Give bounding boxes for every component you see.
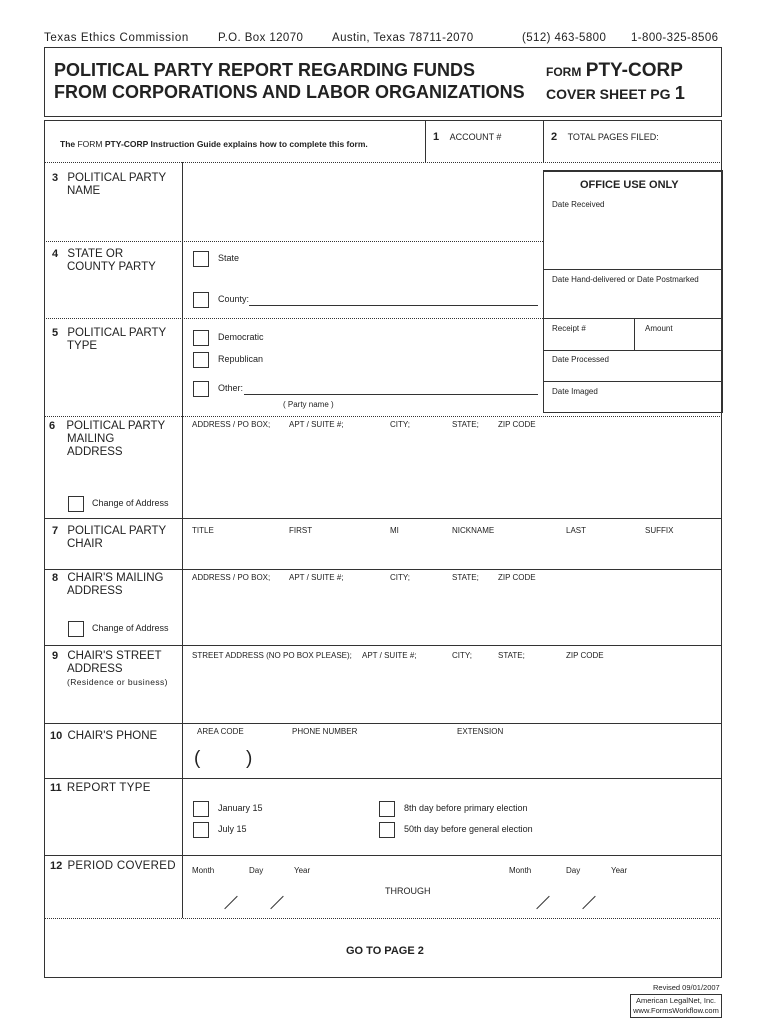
other-label: Other: <box>218 383 244 393</box>
extension-label: EXTENSION <box>457 727 504 736</box>
street-city-col: CITY; <box>452 651 472 660</box>
section-5-label2: TYPE <box>67 340 98 352</box>
divider-s9 <box>44 723 722 724</box>
county-input[interactable] <box>249 305 538 306</box>
form-prefix: FORM <box>546 65 582 79</box>
receipt-divider <box>634 318 635 350</box>
area-code-close-paren: ) <box>246 748 253 769</box>
primary-label: 8th day before primary election <box>404 803 528 813</box>
section-12-label <box>50 860 176 873</box>
extension-input[interactable] <box>455 745 575 773</box>
section-3-label <box>52 172 166 198</box>
january-checkbox[interactable] <box>193 801 209 817</box>
form-id <box>546 60 683 82</box>
area-code-input[interactable] <box>203 745 243 773</box>
section-4-num: 4 <box>52 248 59 260</box>
chair-mailing-address-input[interactable] <box>186 585 718 615</box>
through-label: THROUGH <box>385 886 431 896</box>
section-3-label2: NAME <box>67 185 101 197</box>
to-month-label: Month <box>509 866 532 875</box>
instruction-post: PTY-CORP Instruction Guide explains how to complete this form. <box>102 139 368 149</box>
s8-city-col: CITY; <box>390 573 410 582</box>
suffix-col: SUFFIX <box>645 526 674 535</box>
s6-address-col: ADDRESS / PO BOX; <box>192 420 271 429</box>
account-num: 1 <box>433 131 440 143</box>
office-line4 <box>543 381 723 382</box>
s6-state-col: STATE; <box>452 420 479 429</box>
section-6-label <box>49 420 165 459</box>
section-8-label <box>52 572 163 598</box>
section-6-label2: MAILING <box>67 433 115 445</box>
s8-change-address-label: Change of Address <box>92 623 169 633</box>
divider-s11 <box>44 855 722 856</box>
instruction-note <box>60 139 368 149</box>
chair-street-address-input[interactable] <box>186 663 718 721</box>
section-9-label <box>52 650 168 689</box>
section-11-label1: REPORT TYPE <box>66 782 151 794</box>
section-6-label3: ADDRESS <box>67 446 123 458</box>
s6-change-address-checkbox[interactable] <box>68 496 84 512</box>
amount-label: Amount <box>645 324 673 333</box>
receipt-label: Receipt # <box>552 324 586 333</box>
period-from-date-input[interactable] <box>190 880 320 912</box>
other-party-input[interactable] <box>244 394 538 395</box>
republican-label: Republican <box>218 354 264 364</box>
commission-phone: (512) 463-5800 <box>522 32 607 44</box>
form-name: PTY-CORP <box>585 60 683 81</box>
from-month-label: Month <box>192 866 215 875</box>
nickname-col: NICKNAME <box>452 526 495 535</box>
cover-sheet-text: COVER SHEET PG <box>546 86 671 102</box>
primary-checkbox[interactable] <box>379 801 395 817</box>
section-7-num: 7 <box>52 525 59 537</box>
office-line1 <box>543 269 723 270</box>
divider-s8 <box>44 645 722 646</box>
divider-s12 <box>44 918 722 919</box>
section-10-num: 10 <box>50 730 63 742</box>
republican-checkbox[interactable] <box>193 352 209 368</box>
section-5-num: 5 <box>52 327 59 339</box>
s6-city-col: CITY; <box>390 420 410 429</box>
date-processed-label: Date Processed <box>552 355 609 364</box>
first-col: FIRST <box>289 526 313 535</box>
legalnet-name: American LegalNet, Inc. <box>635 996 717 1005</box>
july-checkbox[interactable] <box>193 822 209 838</box>
divider-s4 <box>44 318 543 319</box>
s8-address-col: ADDRESS / PO BOX; <box>192 573 271 582</box>
section-7-label2: CHAIR <box>67 538 103 550</box>
general-label: 50th day before general election <box>404 824 533 834</box>
date-received-label: Date Received <box>552 200 605 209</box>
commission-pobox: P.O. Box 12070 <box>218 32 304 44</box>
form-title-line2: FROM CORPORATIONS AND LABOR ORGANIZATIONS <box>54 82 525 102</box>
section-10-label <box>50 730 157 743</box>
phone-number-input[interactable] <box>290 745 450 773</box>
july-label: July 15 <box>218 824 247 834</box>
section-11-num: 11 <box>50 782 62 794</box>
section-12-label1: PERIOD COVERED <box>67 860 176 872</box>
instruction-pre: The <box>60 139 78 149</box>
section-3-label1: POLITICAL PARTY <box>67 172 167 184</box>
state-option-label: State <box>218 253 240 263</box>
divider-s7 <box>44 569 722 570</box>
section-4-label <box>52 248 156 274</box>
section-5-label1: POLITICAL PARTY <box>67 327 167 339</box>
party-name-hint: ( Party name ) <box>283 400 334 409</box>
divider-instructions <box>44 162 722 163</box>
s6-zip-col: ZIP CODE <box>498 420 536 429</box>
s8-zip-col: ZIP CODE <box>498 573 536 582</box>
section-9-num: 9 <box>52 650 59 662</box>
divider-s6 <box>44 518 722 519</box>
section-9-label1: CHAIR'S STREET <box>67 650 162 662</box>
street-apt-col: APT / SUITE #; <box>362 651 417 660</box>
total-pages-num: 2 <box>551 131 558 143</box>
legalnet-stamp <box>630 994 722 1018</box>
divider-s3 <box>44 241 543 242</box>
county-checkbox[interactable] <box>193 292 209 308</box>
commission-name: Texas Ethics Commission <box>44 32 189 44</box>
s8-change-address-checkbox[interactable] <box>68 621 84 637</box>
office-line3 <box>543 350 723 351</box>
divider-s10 <box>44 778 722 779</box>
instruction-form: FORM <box>77 139 103 149</box>
section-12-num: 12 <box>50 860 63 872</box>
january-label: January 15 <box>218 803 263 813</box>
street-state-col: STATE; <box>498 651 525 660</box>
section-9-label2: ADDRESS <box>67 663 123 675</box>
section-7-label <box>52 525 166 551</box>
street-zip-col: ZIP CODE <box>566 651 604 660</box>
pages-divider <box>543 120 544 162</box>
section-9-label3: (Residence or business) <box>67 677 168 687</box>
section-10-label1: CHAIR'S PHONE <box>67 730 158 742</box>
last-col: LAST <box>566 526 587 535</box>
section-11-label <box>50 782 151 795</box>
mi-col: MI <box>390 526 399 535</box>
section-5-label <box>52 327 166 353</box>
section-8-label1: CHAIR'S MAILING <box>67 572 164 584</box>
street-address-col: STREET ADDRESS (NO PO BOX PLEASE); <box>192 651 352 660</box>
state-checkbox[interactable] <box>193 251 209 267</box>
county-option-label: County: <box>218 294 250 304</box>
democratic-checkbox[interactable] <box>193 330 209 346</box>
office-line2 <box>543 318 723 319</box>
go-to-page-2: GO TO PAGE 2 <box>346 945 424 957</box>
account-label: ACCOUNT # <box>449 132 502 142</box>
area-code-label: AREA CODE <box>197 727 244 736</box>
legalnet-url: www.FormsWorkflow.com <box>633 1006 719 1015</box>
s6-apt-col: APT / SUITE #; <box>289 420 344 429</box>
date-imaged-label: Date Imaged <box>552 387 598 396</box>
section-8-num: 8 <box>52 572 59 584</box>
from-year-label: Year <box>294 866 311 875</box>
section-7-label1: POLITICAL PARTY <box>67 525 167 537</box>
section-4-label2: COUNTY PARTY <box>67 261 156 273</box>
commission-city: Austin, Texas 78711-2070 <box>332 32 474 44</box>
party-name-input[interactable] <box>186 168 538 238</box>
from-day-label: Day <box>249 866 264 875</box>
area-code-open-paren: ( <box>194 748 201 769</box>
section-3-num: 3 <box>52 172 59 184</box>
form-title-line1: POLITICAL PARTY REPORT REGARDING FUNDS <box>54 60 476 80</box>
label-column-divider <box>182 162 183 918</box>
cover-sheet-label <box>546 83 685 104</box>
general-checkbox[interactable] <box>379 822 395 838</box>
revised-date: Revised 09/01/2007 <box>653 983 720 992</box>
section-6-num: 6 <box>49 420 56 432</box>
commission-tollfree: 1-800-325-8506 <box>631 32 719 44</box>
total-pages-field[interactable] <box>551 127 659 145</box>
other-checkbox[interactable] <box>193 381 209 397</box>
cover-sheet-page: 1 <box>674 83 685 103</box>
section-6-label1: POLITICAL PARTY <box>66 420 166 432</box>
account-field[interactable] <box>433 127 501 145</box>
s6-change-address-label: Change of Address <box>92 498 169 508</box>
total-pages-label: TOTAL PAGES FILED: <box>567 132 659 142</box>
to-year-label: Year <box>611 866 628 875</box>
chair-name-input[interactable] <box>186 538 718 566</box>
s8-apt-col: APT / SUITE #; <box>289 573 344 582</box>
period-to-date-input[interactable] <box>505 880 635 912</box>
democratic-label: Democratic <box>218 332 264 342</box>
account-divider <box>425 120 426 162</box>
divider-s5 <box>44 416 722 417</box>
party-mailing-address-input[interactable] <box>186 432 718 476</box>
date-hand-label: Date Hand-delivered or Date Postmarked <box>552 275 699 284</box>
title-col: TITLE <box>192 526 214 535</box>
office-use-title: OFFICE USE ONLY <box>580 179 679 191</box>
section-4-label1: STATE OR <box>67 248 124 260</box>
to-day-label: Day <box>566 866 581 875</box>
section-8-label2: ADDRESS <box>67 585 123 597</box>
s8-state-col: STATE; <box>452 573 479 582</box>
phone-number-label: PHONE NUMBER <box>292 727 358 736</box>
